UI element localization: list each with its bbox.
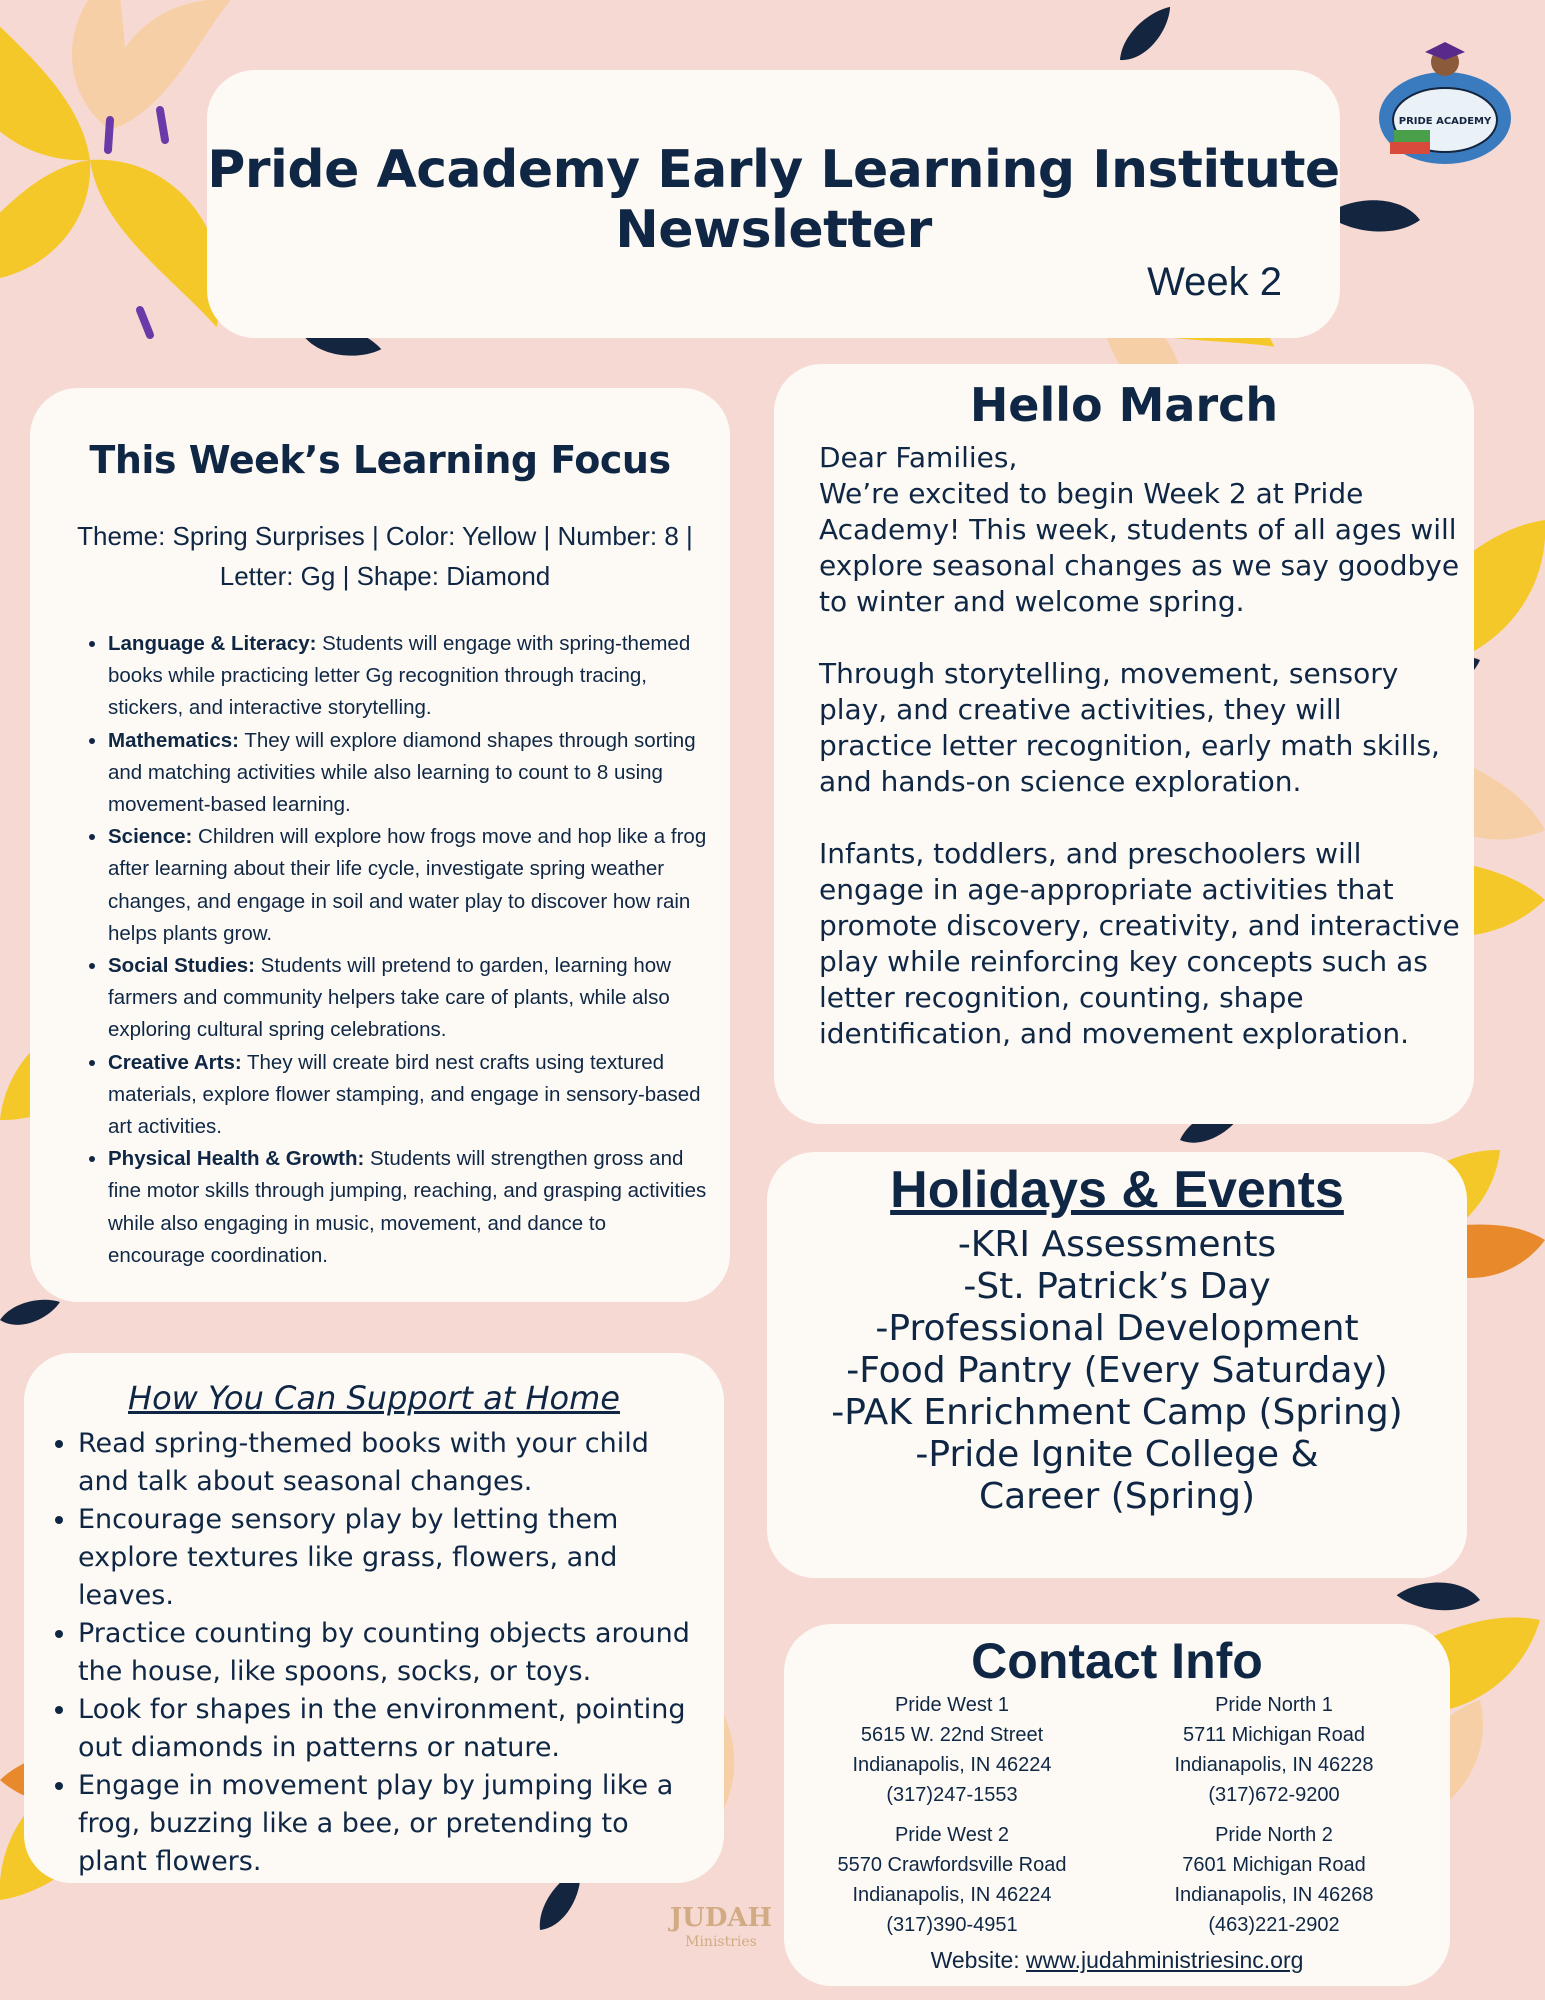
focus-item-label: Creative Arts:	[108, 1050, 242, 1074]
focus-item-science	[108, 821, 708, 950]
judah-logo-subtext: Ministries	[685, 1934, 757, 1950]
letter-paragraph-2: Through storytelling, movement, sensory play, and creative activities, they will practice letter recognition, early math skills, and hands-on science exploration.	[819, 657, 1440, 798]
judah-logo-text: JUDAH	[669, 1903, 773, 1933]
location-phone: (317)672-9200	[1208, 1784, 1340, 1806]
newsletter-header	[207, 70, 1340, 338]
newsletter-title	[207, 140, 1340, 260]
support-list	[44, 1425, 702, 1881]
focus-item-social-studies	[108, 950, 708, 1047]
holidays-events-card	[767, 1152, 1467, 1578]
logo-text: PRIDE ACADEMY	[1398, 116, 1492, 127]
focus-item-label: Science:	[108, 825, 193, 849]
location-street: 5570 Crawfordsville Road	[837, 1854, 1067, 1876]
website-label: Website:	[930, 1947, 1027, 1973]
title-line-1: Pride Academy Early Learning Institute	[207, 140, 1340, 200]
title-line-2: Newsletter	[615, 200, 932, 260]
location-city: Indianapolis, IN 46268	[1174, 1884, 1374, 1906]
focus-item-creative-arts	[108, 1047, 708, 1144]
support-item: • Practice counting by counting objects around the house, like spoons, socks, or toys.	[78, 1615, 702, 1691]
focus-item-text: Students will pretend to garden, learning how farmers and community helpers take care of plants, while also exploring cultural spring celebrations.	[108, 954, 671, 1042]
events-list	[767, 1224, 1467, 1518]
focus-item-text: Students will engage with spring-themed books while practicing letter Gg recognition through tracing, stickers, and interactive storytelling.	[108, 632, 691, 720]
focus-item-label: Mathematics:	[108, 728, 240, 752]
event-item: -Professional Development	[875, 1308, 1359, 1349]
support-at-home-card	[24, 1353, 724, 1883]
hello-march-body	[819, 440, 1462, 1088]
judah-ministries-logo	[656, 1896, 786, 1956]
support-item: • Look for shapes in the environment, pointing out diamonds in patterns or nature.	[78, 1691, 702, 1767]
location-phone: (317)247-1553	[886, 1784, 1018, 1806]
location-name: Pride North 2	[1215, 1824, 1333, 1846]
learning-focus-heading: This Week’s Learning Focus	[89, 438, 671, 482]
location-pride-north-2	[1124, 1820, 1424, 1940]
focus-item-text: They will create bird nest crafts using textured materials, explore flower stamping, and engage in sensory-based art activities.	[108, 1050, 701, 1139]
location-phone: (463)221-2902	[1208, 1914, 1340, 1936]
website-line	[784, 1947, 1450, 1974]
letter-paragraph-3: Infants, toddlers, and preschoolers will engage in age-appropriate activities that promote discovery, creativity, and interactive play while reinforcing key concepts such as letter recognition, counting, shape identification, and movement exploration.	[819, 837, 1460, 1050]
event-item: -Food Pantry (Every Saturday)	[846, 1350, 1388, 1391]
location-pride-west-2	[802, 1820, 1102, 1940]
pride-academy-logo	[1360, 40, 1530, 170]
week-label: Week 2	[1147, 260, 1282, 304]
focus-item-mathematics	[108, 725, 708, 822]
contact-heading: Contact Info	[971, 1633, 1263, 1689]
learning-focus-card	[30, 388, 730, 1302]
focus-item-text: Students will strengthen gross and fine motor skills through jumping, reaching, and grasping activities while also engaging in music, movement, and dance to encourage coordination.	[108, 1147, 707, 1267]
support-heading: How You Can Support at Home	[128, 1379, 620, 1417]
location-name: Pride West 1	[894, 1694, 1010, 1716]
letter-paragraph-1: We’re excited to begin Week 2 at Pride Academy! This week, students of all ages will explore seasonal changes as we say goodbye to winter and welcome spring.	[819, 477, 1460, 618]
focus-item-text: Children will explore how frogs move and hop like a frog after learning about their life cycle, investigate spring weather changes, and engage in soil and water play to discover how rain helps plants grow.	[108, 825, 707, 945]
letter-salutation: Dear Families,	[819, 441, 1018, 474]
focus-item-language	[108, 628, 708, 725]
event-item: -St. Patrick’s Day	[963, 1266, 1271, 1307]
event-item: -Pride Ignite College & Career (Spring)	[915, 1434, 1319, 1517]
hello-march-heading: Hello March	[969, 378, 1279, 432]
location-name: Pride North 1	[1215, 1694, 1333, 1716]
support-item: • Read spring-themed books with your child and talk about seasonal changes.	[78, 1425, 702, 1501]
focus-item-label: Physical Health & Growth:	[108, 1147, 365, 1171]
location-city: Indianapolis, IN 46228	[1174, 1754, 1374, 1776]
website-link[interactable]: www.judahministriesinc.org	[1026, 1947, 1304, 1973]
learning-focus-list	[70, 628, 708, 1272]
location-city: Indianapolis, IN 46224	[852, 1754, 1052, 1776]
location-city: Indianapolis, IN 46224	[852, 1884, 1052, 1906]
location-pride-north-1	[1124, 1690, 1424, 1810]
location-pride-west-1	[802, 1690, 1102, 1810]
location-name: Pride West 2	[894, 1824, 1010, 1846]
event-item: -PAK Enrichment Camp (Spring)	[831, 1392, 1403, 1433]
location-street: 7601 Michigan Road	[1182, 1854, 1366, 1876]
event-item: -KRI Assessments	[957, 1224, 1277, 1265]
support-item: • Engage in movement play by jumping like a frog, buzzing like a bee, or pretending to plant flowers.	[78, 1767, 702, 1881]
hello-march-card	[774, 364, 1474, 1124]
location-street: 5615 W. 22nd Street	[860, 1724, 1044, 1746]
holidays-events-heading: Holidays & Events	[890, 1161, 1344, 1219]
focus-item-label: Language & Literacy:	[108, 632, 317, 655]
focus-item-label: Social Studies:	[108, 954, 255, 978]
support-item: • Encourage sensory play by letting them explore textures like grass, flowers, and leaves.	[78, 1501, 702, 1615]
contact-info-card	[784, 1624, 1450, 1986]
location-street: 5711 Michigan Road	[1183, 1724, 1365, 1746]
location-phone: (317)390-4951	[886, 1914, 1018, 1936]
focus-item-physical-health	[108, 1143, 708, 1272]
theme-summary: Theme: Spring Surprises | Color: Yellow | Number: 8 | Letter: Gg | Shape: Diamond	[77, 521, 693, 591]
focus-item-text: They will explore diamond shapes through sorting and matching activities while also learning to count to 8 using movement-based learning.	[108, 728, 696, 817]
